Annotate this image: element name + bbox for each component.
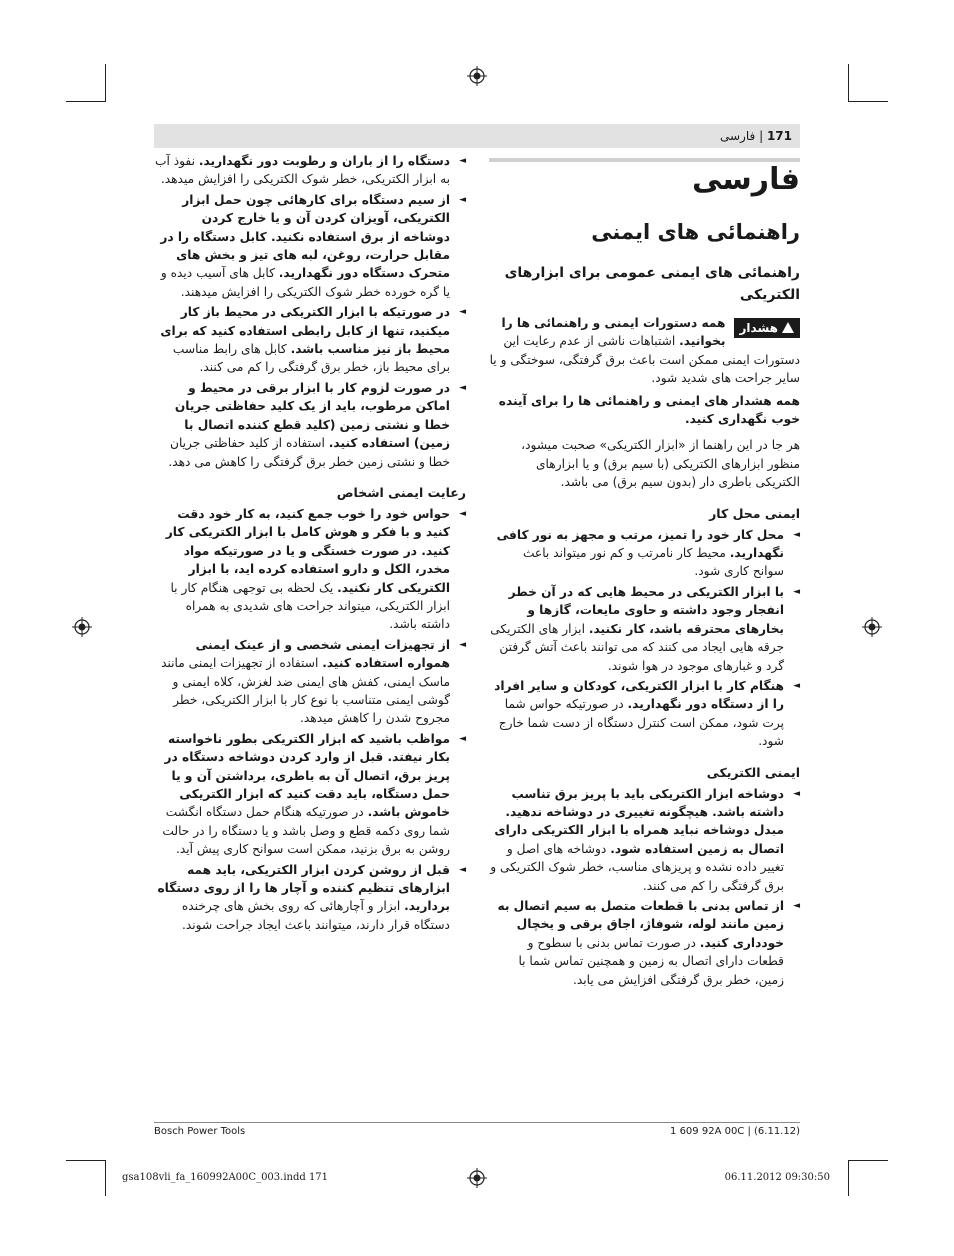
footer-brand: Bosch Power Tools: [154, 1126, 246, 1137]
list-item: ◄ دوشاخه ابزار الکتریکی باید با پریز برق تناسب داشته باشد. هیچگونه تغییری در دوشاخه ندهید. مبدل دوشاخه نباید همراه با ابزار الکتریکی دارای اتصال به زمین استفاده شود. دوشاخه های اصل و تغییر داده نشده و پریزهای مناسب، خطر شوک الکتریکی و برق گرفتگی را کم می کنند.: [489, 785, 800, 895]
page-header: [154, 124, 800, 148]
electrical-heading: ایمنی الکتریکی: [706, 764, 800, 780]
crop-mark: [105, 1160, 106, 1196]
list-item: ◄ حواس خود را خوب جمع کنید، به کار خود دقت کنید و با فکر و هوش کامل با ابزار الکتریکی کار کنید. در صورت خستگی و یا در صورتیکه مواد مخدر، الکل و دارو استفاده کرده اید، با ابزار الکتریکی کار نکنید. یک لحظه بی توجهی هنگام کار با ابزار الکتریکی، میتواند جراحت های شدیدی به همراه داشته باشد.: [154, 505, 466, 634]
list-item: ◄ از تجهیزات ایمنی شخصی و از عینک ایمنی همواره استفاده کنید. استفاده از تجهیزات ایمنی مانند ماسک ایمنی، کفش های ایمنی ضد لغزش، کلاه ایمنی و گوشی ایمنی متناسب با نوع کار با ابزار الکتریکی، خطر مجروح شدن را کاهش میدهد.: [154, 636, 466, 728]
electrical-list: [489, 785, 800, 989]
personal-safety-heading: رعایت ایمنی اشخاص: [336, 484, 466, 500]
registration-mark-icon: [72, 617, 92, 637]
warning-triangle-icon: [782, 322, 794, 333]
registration-mark-icon: [467, 66, 487, 86]
slug-datetime: 06.11.2012 09:30:50: [724, 1172, 830, 1183]
crop-mark: [66, 1160, 106, 1161]
section-title: راهنمائی های ایمنی: [591, 220, 800, 244]
list-item: ◄ محل کار خود را تمیز، مرتب و مجهز به نور کافی نگهدارید. محیط کار نامرتب و کم نور میتواند باعث سوانح کاری شود.: [489, 526, 800, 581]
list-item: ◄ با ابزار الکتریکی در محیط هایی که در آن خطر انفجار وجود داشته و حاوی مایعات، گازها و بخارهای محترقه باشد، کار نکنید. ابزار های الکتریکی جرقه هایی ایجاد می کنند که می توانند باعث آتش گرفتن گرد و غبارهای موجود در هوا شوند.: [489, 583, 800, 675]
crop-mark: [848, 1160, 849, 1196]
registration-mark-icon: [862, 617, 882, 637]
workplace-list: [489, 526, 800, 751]
list-item: ◄ هنگام کار با ابزار الکتریکی، کودکان و سایر افراد را از دستگاه دور نگهدارید. در صورتیکه حواس شما پرت شود، ممکن است کنترل دستگاه از دست شما خارج شود.: [489, 677, 800, 751]
list-item: ◄ از تماس بدنی با قطعات متصل به سیم اتصال به زمین مانند لوله، شوفاژ، اجاق برقی و یخچال خودداری کنید. در صورت تماس بدنی با سطوح و قطعات دارای اتصال به زمین و همچنین تماس شما با زمین، خطر برق گرفتگی افزایش می یابد.: [489, 897, 800, 989]
footer-rule: [154, 1122, 800, 1123]
crop-mark: [66, 101, 106, 102]
crop-mark: [848, 64, 849, 102]
warning-badge: هشدار: [734, 318, 800, 338]
list-item: ◄ در صورتیکه با ابزار الکتریکی در محیط باز کار میکنید، تنها از کابل رابطی استفاده کنید که برای محیط باز نیز مناسب باشد. کابل های رابط مناسب برای محیط باز، خطر برق گرفتگی را کم می کنند.: [154, 303, 466, 377]
crop-mark: [848, 101, 888, 102]
crop-mark: [848, 1160, 888, 1161]
subsection-title: راهنمائی های ایمنی عمومی برای ابزارهای الکتریکی: [504, 265, 800, 303]
header-language: فارسی: [720, 129, 756, 143]
crop-mark: [105, 64, 106, 102]
page-title: فارسی: [691, 162, 800, 197]
warning-block: [489, 314, 800, 388]
left-column: [154, 152, 466, 936]
list-item: ◄ در صورت لزوم کار با ابزار برقی در محیط و اماکن مرطوب، باید از یک کلید حفاظتی جریان خطا و نشتی زمین (کلید قطع کننده اتصال با زمین) استفاده کنید. استفاده از کلید حفاظتی جریان خطا و نشتی زمین خطر برق گرفتگی را کاهش می دهد.: [154, 379, 466, 471]
registration-mark-icon: [467, 1168, 487, 1188]
definition-text: هر جا در این راهنما از «ابزار الکتریکی» صحبت میشود، منظور ابزارهای الکتریکی (با سیم برق) و یا ابزارهای الکتریکی باطری دار (بدون سیم برق) می باشد.: [521, 438, 800, 490]
warning-bold: همه دستورات ایمنی و راهنمائی ها را بخوانید.: [501, 316, 726, 349]
workplace-heading: ایمنی محل کار: [709, 505, 800, 521]
keep-notice: همه هشدار های ایمنی و راهنمائی ها را برای آینده خوب نگهداری کنید.: [498, 393, 800, 427]
list-item: ◄ قبل از روشن کردن ابزار الکتریکی، باید همه ابزارهای تنظیم کننده و آچار ها را از روی دستگاه بردارید. ابزار و آچارهائی که روی بخش های چرخنده دستگاه قرار دارند، میتوانند باعث ایجاد جراحت شوند.: [154, 861, 466, 935]
footer-doc-code: 1 609 92A 00C | (6.11.12): [670, 1126, 800, 1137]
slug-file: gsa108vli_fa_160992A00C_003.indd 171: [122, 1172, 329, 1183]
electrical-list-continued: [154, 152, 466, 471]
warning-text: اشتباهات ناشی از عدم رعایت این دستورات ایمنی ممکن است باعث برق گرفتگی، سوختگی و یا سایر جراحت های شدید شود.: [489, 334, 800, 386]
personal-safety-list: [154, 505, 466, 934]
page-number: 171: [766, 129, 792, 143]
list-item: ◄ مواظب باشید که ابزار الکتریکی بطور ناخواسته بکار نیفتد. قبل از وارد کردن دوشاخه دستگاه در پریز برق، اتصال آن به باطری، برداشتن آن و یا حمل دستگاه، باید دقت کنید که ابزار الکتریکی خاموش باشد. در صورتیکه هنگام حمل دستگاه انگشت شما روی دکمه قطع و وصل باشد و یا دستگاه را در حالت روشن به برق بزنید، ممکن است سوانح کاری پیش آید.: [154, 730, 466, 859]
right-column: [489, 160, 800, 991]
list-item: ◄ دستگاه را از باران و رطوبت دور نگهدارید. نفوذ آب به ابزار الکتریکی، خطر شوک الکتریکی را افزایش میدهد.: [154, 152, 466, 189]
list-item: ◄ از سیم دستگاه برای کارهائی چون حمل ابزار الکتریکی، آویزان کردن آن و یا خارج کردن دوشاخه از برق استفاده نکنید. کابل دستگاه را در مقابل حرارت، روغن، لبه های تیز و بخش های متحرک دستگاه دور نگهدارید. کابل های آسیب دیده و یا گره خورده خطر شوک الکتریکی را افزایش میدهند.: [154, 191, 466, 301]
header-text: 171 | فارسی: [720, 129, 792, 143]
